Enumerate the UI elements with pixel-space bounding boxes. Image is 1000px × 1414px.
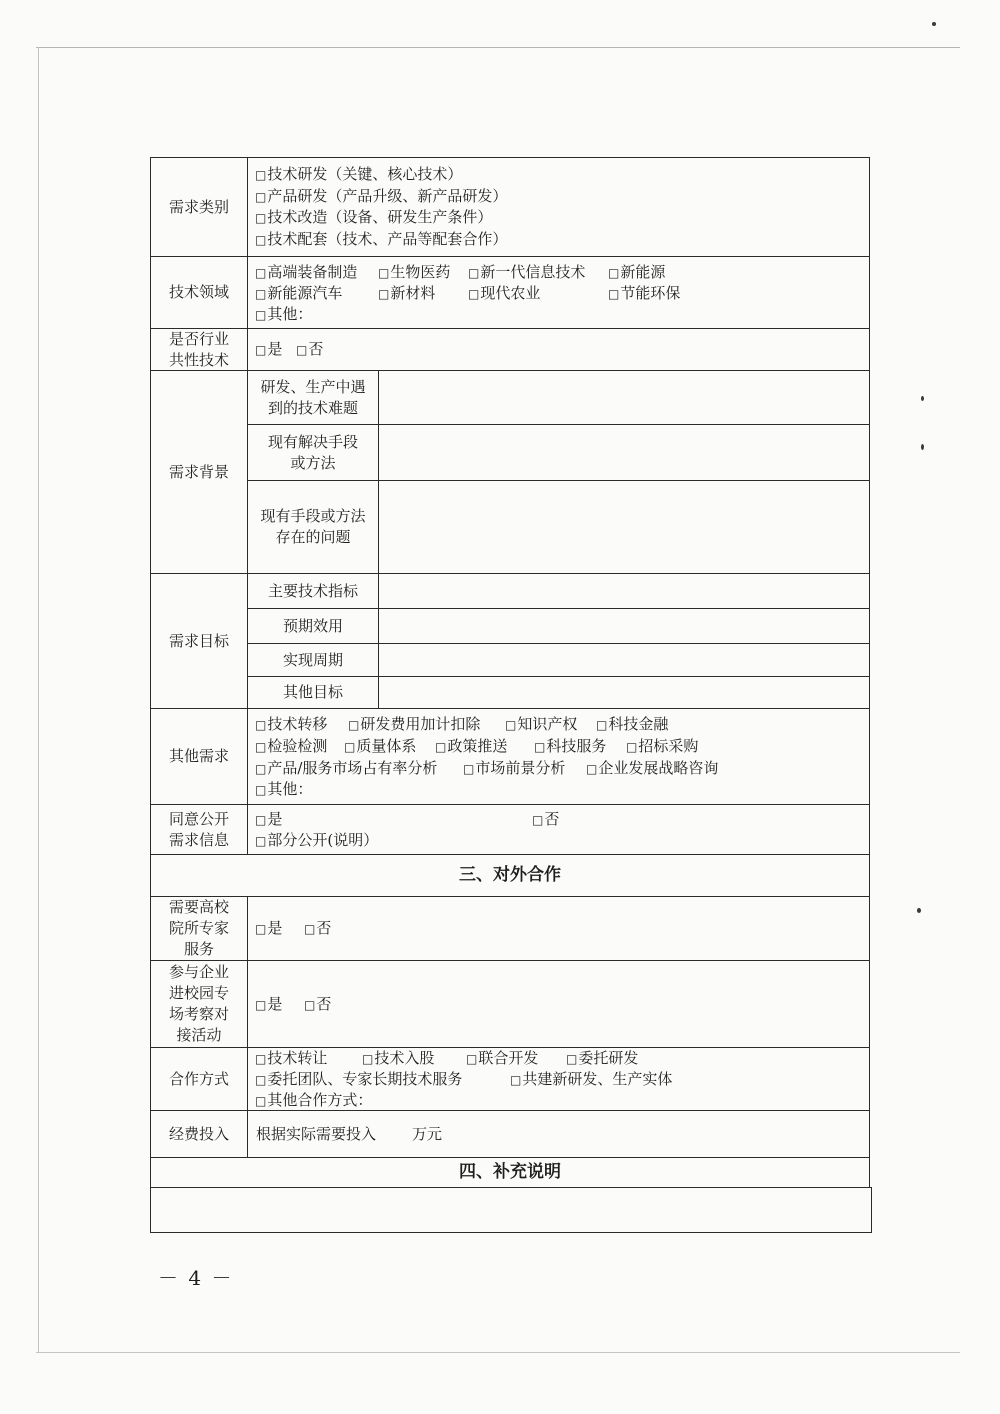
goal-row2-field[interactable] — [378, 608, 870, 644]
background-label — [150, 370, 248, 574]
tech-field-checkbox-new-materials[interactable]: □ 新材料 — [378, 283, 435, 305]
tech-field-checkbox-new-it[interactable]: □ 新一代信息技术 — [468, 262, 585, 284]
tech-field-options — [247, 256, 870, 329]
scan-speck — [921, 396, 924, 401]
goal-row1-field[interactable] — [378, 573, 870, 609]
expert-no-checkbox[interactable]: □ 否 — [304, 918, 331, 940]
other-needs-checkbox-procurement[interactable]: □ 招标采购 — [626, 736, 698, 758]
coop-checkbox-joint-dev[interactable]: □ 联合开发 — [466, 1048, 538, 1070]
other-needs-options — [247, 708, 870, 805]
publish-label-line1: 同意公开 — [168, 809, 229, 828]
scan-border-bottom — [36, 1352, 960, 1353]
page-number: － 4 － — [158, 1266, 234, 1290]
goal-row-label — [247, 573, 379, 609]
background-row3-line1: 现有手段或方法 — [260, 507, 366, 525]
background-row2-field[interactable] — [378, 424, 870, 481]
coop-options — [247, 1047, 870, 1111]
campus-label — [150, 960, 248, 1048]
scan-speck — [921, 444, 924, 450]
goal-row-label — [247, 608, 379, 644]
demand-type-options — [247, 157, 870, 257]
tech-field-checkbox-other[interactable]: □ 其他： — [255, 304, 312, 326]
common-tech-options — [247, 328, 870, 371]
campus-label-line1: 参与企业 — [168, 963, 229, 981]
expert-label-line2: 院所专家 — [168, 919, 229, 937]
tech-field-checkbox-modern-agriculture[interactable]: □ 现代农业 — [468, 283, 540, 305]
common-tech-no-checkbox[interactable]: □ 否 — [296, 339, 323, 361]
tech-field-label-text: 技术领域 — [168, 283, 229, 301]
coop-checkbox-tech-equity[interactable]: □ 技术入股 — [362, 1048, 434, 1070]
publish-partial-checkbox[interactable]: □ 部分公开(说明） — [255, 830, 378, 852]
scan-speck — [932, 22, 936, 26]
other-needs-checkbox-market-outlook[interactable]: □ 市场前景分析 — [463, 758, 565, 780]
background-label-text: 需求背景 — [168, 462, 229, 481]
section4-heading — [150, 1157, 870, 1188]
tech-field-checkbox-high-end-equipment[interactable]: □ 高端装备制造 — [255, 262, 357, 284]
background-row1-field[interactable] — [378, 370, 870, 425]
goal-row2-text: 预期效用 — [282, 616, 343, 635]
funding-field[interactable] — [247, 1110, 870, 1158]
campus-label-line4: 接活动 — [176, 1026, 222, 1044]
background-row2-line2: 或方法 — [290, 453, 336, 472]
common-tech-yes-checkbox[interactable]: □ 是 — [255, 339, 282, 361]
scan-speck — [917, 908, 921, 913]
section3-heading — [150, 854, 870, 897]
goal-row-label — [247, 676, 379, 709]
expert-label — [150, 896, 248, 961]
goal-row-label — [247, 643, 379, 677]
background-row1-line1: 研发、生产中遇 — [260, 377, 366, 396]
tech-field-checkbox-new-energy[interactable]: □ 新能源 — [608, 262, 665, 284]
funding-text: 根据实际需要投入 — [256, 1125, 377, 1143]
background-row3-field[interactable] — [378, 480, 870, 574]
tech-field-checkbox-biomedicine[interactable]: □ 生物医药 — [378, 262, 450, 284]
section3-title: 三、对外合作 — [459, 865, 561, 885]
other-needs-checkbox-ip[interactable]: □ 知识产权 — [505, 714, 577, 736]
tech-field-label — [150, 256, 248, 329]
expert-options — [247, 896, 870, 961]
goal-row3-field[interactable] — [378, 643, 870, 677]
coop-label-text: 合作方式 — [168, 1069, 229, 1088]
other-needs-label-text: 其他需求 — [168, 747, 229, 765]
other-needs-checkbox-rd-deduction[interactable]: □ 研发费用加计扣除 — [348, 714, 480, 736]
section4-title: 四、补充说明 — [459, 1162, 561, 1182]
goal-row4-field[interactable] — [378, 676, 870, 709]
demand-type-label-text: 需求类别 — [168, 197, 229, 216]
publish-label-line2: 需求信息 — [168, 830, 229, 849]
tech-field-checkbox-energy-saving[interactable]: □ 节能环保 — [608, 283, 680, 305]
demand-type-checkbox-4[interactable]: □ 技术配套（技术、产品等配套合作） — [255, 229, 507, 251]
other-needs-checkbox-inspection[interactable]: □ 检验检测 — [255, 736, 327, 758]
background-row1-line2: 到的技术难题 — [267, 398, 358, 417]
other-needs-checkbox-sci-finance[interactable]: □ 科技金融 — [596, 714, 668, 736]
campus-options — [247, 960, 870, 1048]
tech-field-checkbox-nev[interactable]: □ 新能源汽车 — [255, 283, 342, 305]
supplement-field[interactable] — [150, 1187, 872, 1233]
demand-type-checkbox-3[interactable]: □ 技术改造（设备、研发生产条件） — [255, 207, 492, 229]
coop-checkbox-other[interactable]: □ 其他合作方式： — [255, 1090, 372, 1112]
campus-yes-checkbox[interactable]: □ 是 — [255, 994, 282, 1016]
publish-label — [150, 804, 248, 855]
goal-label — [150, 573, 248, 709]
other-needs-checkbox-tech-transfer[interactable]: □ 技术转移 — [255, 714, 327, 736]
background-row2-line1: 现有解决手段 — [267, 432, 358, 451]
background-row1-label — [247, 370, 379, 425]
background-row3-label — [247, 480, 379, 574]
other-needs-checkbox-strategy[interactable]: □ 企业发展战略咨询 — [586, 758, 718, 780]
campus-label-line2: 进校园专 — [168, 984, 229, 1002]
publish-options — [247, 804, 870, 855]
publish-no-checkbox[interactable]: □ 否 — [532, 809, 559, 831]
other-needs-checkbox-sci-service[interactable]: □ 科技服务 — [534, 736, 606, 758]
funding-label — [150, 1110, 248, 1158]
scan-border-left — [38, 47, 39, 1352]
funding-unit: 万元 — [412, 1125, 443, 1143]
common-tech-label — [150, 328, 248, 371]
background-row2-label — [247, 424, 379, 481]
other-needs-checkbox-policy[interactable]: □ 政策推送 — [435, 736, 507, 758]
background-row3-line2: 存在的问题 — [275, 528, 351, 546]
coop-checkbox-joint-entity[interactable]: □ 共建新研发、生产实体 — [510, 1069, 672, 1091]
campus-no-checkbox[interactable]: □ 否 — [304, 994, 331, 1016]
other-needs-checkbox-quality-system[interactable]: □ 质量体系 — [344, 736, 416, 758]
common-tech-label-line1: 是否行业 — [168, 329, 229, 348]
coop-label — [150, 1047, 248, 1111]
other-needs-checkbox-other[interactable]: □ 其他： — [255, 779, 312, 801]
other-needs-checkbox-market-share[interactable]: □ 产品/服务市场占有率分析 — [255, 758, 437, 780]
goal-row4-text: 其他目标 — [282, 683, 343, 701]
expert-label-line3: 服务 — [183, 940, 214, 958]
demand-type-checkbox-2[interactable]: □ 产品研发（产品升级、新产品研发） — [255, 186, 507, 208]
goal-label-text: 需求目标 — [168, 631, 229, 650]
scan-border-top — [36, 47, 960, 48]
goal-row1-text: 主要技术指标 — [267, 581, 358, 600]
coop-checkbox-tech-transfer[interactable]: □ 技术转让 — [255, 1048, 327, 1070]
funding-label-text: 经费投入 — [168, 1124, 229, 1143]
publish-yes-checkbox[interactable]: □ 是 — [255, 809, 282, 831]
demand-type-checkbox-1[interactable]: □ 技术研发（关键、核心技术） — [255, 164, 462, 186]
expert-yes-checkbox[interactable]: □ 是 — [255, 918, 282, 940]
expert-label-line1: 需要高校 — [168, 898, 229, 916]
other-needs-label — [150, 708, 248, 805]
common-tech-label-line2: 共性技术 — [168, 350, 229, 369]
goal-row3-text: 实现周期 — [282, 650, 343, 669]
coop-checkbox-long-term-service[interactable]: □ 委托团队、专家长期技术服务 — [255, 1069, 462, 1091]
coop-checkbox-commissioned-rd[interactable]: □ 委托研发 — [566, 1048, 638, 1070]
demand-type-label — [150, 157, 248, 257]
campus-label-line3: 场考察对 — [168, 1005, 229, 1023]
